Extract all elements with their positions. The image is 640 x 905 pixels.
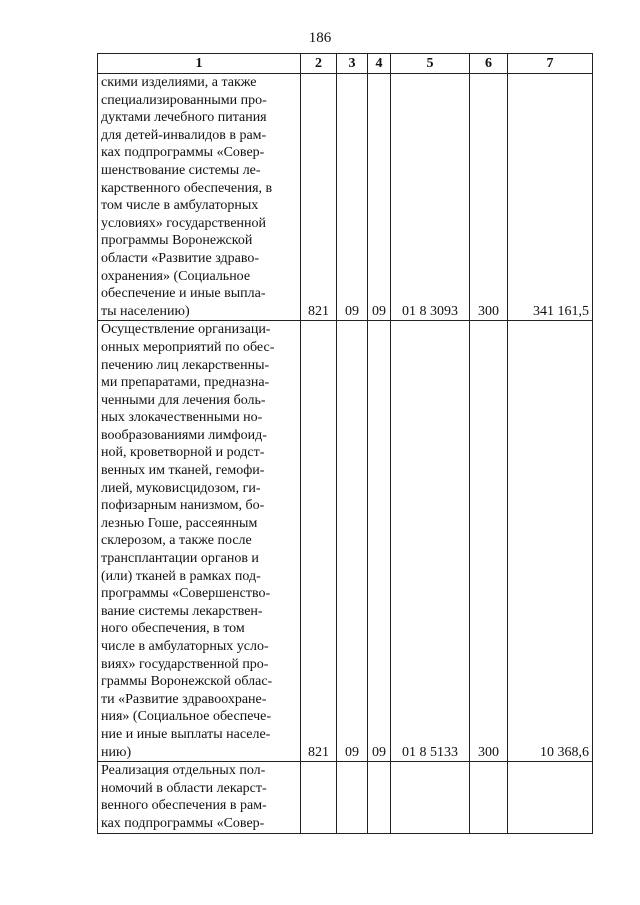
admin-code-cell: 821 xyxy=(301,321,337,762)
description-line: области «Развитие здраво- xyxy=(101,250,260,266)
description-line: ной, кроветворной и родст- xyxy=(101,445,265,461)
table-row xyxy=(98,762,593,833)
header-col-2: 2 xyxy=(301,54,337,74)
description-line: лией, муковисцидозом, ги- xyxy=(101,480,261,496)
description-line: карственного обеспечения, в xyxy=(101,180,273,196)
description-line: условиях» государственной xyxy=(101,215,267,231)
description-line: граммы Воронежской облас- xyxy=(101,674,273,690)
target-article-cell: 01 8 5133 xyxy=(391,321,470,762)
admin-code-cell xyxy=(301,762,337,833)
description-line: скими изделиями, а также xyxy=(101,75,257,90)
description-line: ты населению) xyxy=(101,303,190,319)
description-line: обеспечение и иные выпла- xyxy=(101,286,266,302)
description-line: ного обеспечения, в том xyxy=(101,621,245,637)
description-line: специализированными про- xyxy=(101,92,267,108)
description-line: ти «Развитие здравоохране- xyxy=(101,691,267,707)
description-line: том числе в амбулаторных xyxy=(101,198,259,214)
header-col-6: 6 xyxy=(470,54,508,74)
description-line: венных им тканей, гемофи- xyxy=(101,463,265,479)
table-header-row xyxy=(98,54,593,74)
target-article-cell xyxy=(391,762,470,833)
header-col-5: 5 xyxy=(391,54,470,74)
description-line: вообразованиями лимфоид- xyxy=(101,427,267,443)
subsection-cell: 09 xyxy=(368,74,391,321)
table-row xyxy=(98,321,593,762)
description-line: печению лиц лекарственны- xyxy=(101,357,270,373)
description-line: ния» (Социальное обеспече- xyxy=(101,709,271,725)
row-description xyxy=(98,74,301,321)
description-line: онных мероприятий по обес- xyxy=(101,339,275,355)
description-line: программы «Совершенство- xyxy=(101,586,271,602)
header-col-1: 1 xyxy=(98,54,301,74)
description-line: (или) тканей в рамках под- xyxy=(101,568,261,584)
budget-table xyxy=(97,53,593,834)
target-article-cell: 01 8 3093 xyxy=(391,74,470,321)
table-row xyxy=(98,74,593,321)
expense-type-cell xyxy=(470,762,508,833)
description-line: ках подпрограммы «Совер- xyxy=(101,145,265,161)
expense-type-cell: 300 xyxy=(470,74,508,321)
section-cell: 09 xyxy=(337,321,368,762)
amount-cell xyxy=(508,762,593,833)
description-line: ных злокачественными но- xyxy=(101,410,263,426)
amount-cell: 10 368,6 xyxy=(508,321,593,762)
description-line: номочий в области лекарст- xyxy=(101,780,267,796)
admin-code-cell: 821 xyxy=(301,74,337,321)
description-line: Реализация отдельных пол- xyxy=(101,763,266,779)
description-line: охранения» (Социальное xyxy=(101,268,251,284)
description-line: пофизарным нанизмом, бо- xyxy=(101,498,265,514)
section-cell xyxy=(337,762,368,833)
description-line: ние и иные выплаты населе- xyxy=(101,726,271,742)
amount-cell: 341 161,5 xyxy=(508,74,593,321)
description-line: виях» государственной про- xyxy=(101,656,269,672)
page-number: 186 xyxy=(308,30,332,46)
description-line: ках подпрограммы «Совер- xyxy=(101,815,265,831)
section-cell: 09 xyxy=(337,74,368,321)
header-col-7: 7 xyxy=(508,54,593,74)
row-description xyxy=(98,762,301,833)
subsection-cell xyxy=(368,762,391,833)
description-line: шенствование системы ле- xyxy=(101,162,261,178)
header-col-3: 3 xyxy=(337,54,368,74)
description-line: вание системы лекарствен- xyxy=(101,603,263,619)
description-line: трансплантации органов и xyxy=(101,551,259,567)
expense-type-cell: 300 xyxy=(470,321,508,762)
description-line: лезнью Гоше, рассеянным xyxy=(101,515,258,531)
row-description xyxy=(98,321,301,762)
description-line: венного обеспечения в рам- xyxy=(101,798,267,814)
description-line: ченными для лечения боль- xyxy=(101,392,266,408)
description-line: дуктами лечебного питания xyxy=(101,110,267,126)
description-line: нию) xyxy=(101,744,132,760)
header-col-4: 4 xyxy=(368,54,391,74)
description-line: ми препаратами, предназна- xyxy=(101,375,270,391)
description-line: числе в амбулаторных усло- xyxy=(101,639,269,654)
description-line: для детей-инвалидов в рам- xyxy=(101,127,267,143)
description-line: программы Воронежской xyxy=(101,233,253,249)
description-line: Осуществление организаци- xyxy=(101,322,271,338)
subsection-cell: 09 xyxy=(368,321,391,762)
description-line: склерозом, а также после xyxy=(101,533,252,549)
